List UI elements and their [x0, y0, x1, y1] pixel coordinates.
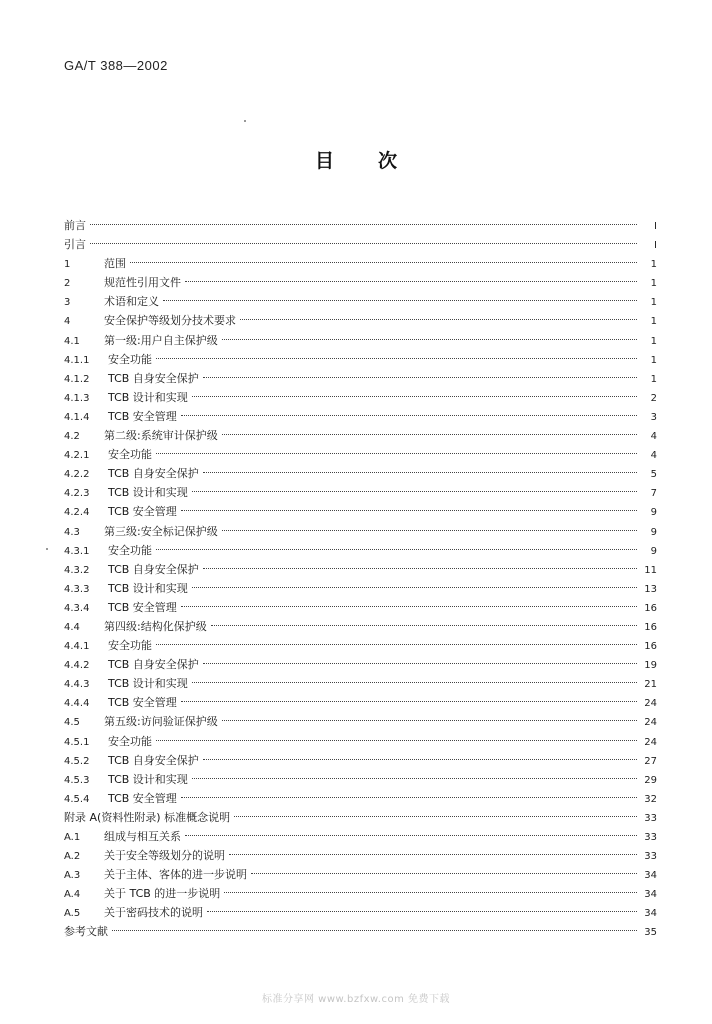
toc-entry-number: A.2 — [64, 851, 81, 863]
toc-entry-title: TCB 设计和实现 — [108, 772, 188, 786]
dot-leader — [211, 625, 637, 626]
toc-entry-title: 安全功能 — [108, 448, 152, 462]
toc-entry — [64, 483, 657, 502]
toc-entry — [64, 502, 657, 521]
toc-entry-number: 4.4 — [64, 621, 80, 633]
toc-entry-title: 范围 — [104, 257, 126, 271]
toc-entry-number: 4.4.1 — [64, 641, 90, 653]
toc-entry-title: 安全功能 — [108, 639, 152, 653]
toc-entry — [64, 369, 657, 388]
dot-leader — [156, 358, 637, 359]
toc-entry-title: 规范性引用文件 — [104, 276, 181, 290]
toc-entry-title: 第一级:用户自主保护级 — [104, 333, 218, 347]
toc-entry — [64, 388, 657, 407]
toc-entry-title: TCB 安全管理 — [108, 696, 177, 710]
toc-entry-page: 7 — [650, 488, 657, 500]
toc-entry-title: 第三级:安全标记保护级 — [104, 524, 218, 538]
dot-leader — [207, 911, 637, 912]
dot-leader — [203, 759, 637, 760]
dot-leader — [192, 682, 637, 683]
toc-entry-title: 安全保护等级划分技术要求 — [104, 314, 236, 328]
toc-entry-page: 4 — [650, 450, 657, 462]
dot-leader — [203, 472, 637, 473]
toc-entry-title: 参考文献 — [64, 925, 108, 939]
toc-entry-number: 4.3 — [64, 526, 80, 538]
toc-entry-page: 9 — [650, 507, 657, 519]
table-of-contents — [64, 216, 657, 942]
toc-entry — [64, 541, 657, 560]
toc-entry-number: 4.2.2 — [64, 469, 90, 481]
toc-entry-title: 第四级:结构化保护级 — [104, 619, 207, 633]
toc-entry-title: TCB 设计和实现 — [108, 486, 188, 500]
toc-entry-page: 21 — [644, 679, 657, 691]
toc-entry-number: 4.2.1 — [64, 450, 90, 462]
toc-entry-number: 4.5 — [64, 717, 80, 729]
toc-entry-page: 16 — [644, 602, 657, 614]
toc-entry — [64, 579, 657, 598]
toc-entry-title: TCB 安全管理 — [108, 505, 177, 519]
toc-entry-title: 关于 TCB 的进一步说明 — [104, 887, 221, 901]
toc-entry-number: 4.1.4 — [64, 411, 90, 423]
toc-entry-title: TCB 设计和实现 — [108, 677, 188, 691]
toc-entry-title: 关于密码技术的说明 — [104, 906, 203, 920]
toc-entry-number: A.1 — [64, 832, 81, 843]
toc-entry — [64, 598, 657, 617]
document-code: GA/T 388—2002 — [64, 58, 168, 73]
toc-entry-page: 24 — [644, 717, 657, 729]
scan-speck — [46, 548, 48, 550]
toc-entry — [64, 407, 657, 426]
toc-entry — [64, 445, 657, 464]
toc-entry-page: 1 — [650, 373, 657, 385]
toc-entry-number: A.3 — [64, 870, 81, 882]
toc-entry-page: 34 — [644, 870, 657, 882]
toc-entry-title: TCB 设计和实现 — [108, 390, 188, 404]
dot-leader — [90, 224, 637, 225]
dot-leader — [185, 281, 637, 282]
toc-entry-title: 关于安全等级划分的说明 — [104, 849, 225, 863]
toc-entry — [64, 732, 657, 751]
toc-entry-page: 19 — [644, 660, 657, 672]
toc-entry-title: TCB 设计和实现 — [108, 581, 188, 595]
toc-entry-number: 2 — [64, 278, 71, 290]
toc-entry-page: 33 — [644, 812, 657, 824]
dot-leader — [163, 300, 637, 301]
toc-entry-number: 4.3.1 — [64, 545, 90, 557]
toc-entry-page: 1 — [650, 297, 657, 309]
toc-entry-page: 1 — [650, 335, 657, 347]
dot-leader — [203, 377, 637, 378]
toc-entry — [64, 522, 657, 541]
toc-entry — [64, 922, 657, 941]
toc-entry-title: 组成与相互关系 — [104, 830, 181, 843]
toc-entry-title: TCB 安全管理 — [108, 409, 177, 423]
toc-entry-page: 35 — [644, 927, 657, 939]
toc-entry-title: 术语和定义 — [104, 295, 159, 309]
toc-entry — [64, 846, 657, 865]
toc-entry-page: 33 — [644, 851, 657, 863]
dot-leader — [130, 262, 637, 263]
toc-entry-title: TCB 自身安全保护 — [108, 658, 199, 672]
toc-entry-number: A.4 — [64, 889, 81, 901]
toc-entry-number: 3 — [64, 297, 71, 309]
toc-entry-page: 16 — [644, 641, 657, 653]
toc-entry — [64, 617, 657, 636]
toc-entry-number: 4.2.4 — [64, 507, 90, 519]
toc-entry-number: 4.5.2 — [64, 755, 90, 767]
dot-leader — [222, 720, 637, 721]
toc-entry-page: 5 — [650, 469, 657, 481]
toc-entry-number: 4.5.3 — [64, 774, 90, 786]
toc-entry-page: 34 — [644, 889, 657, 901]
toc-entry-title: 引言 — [64, 238, 86, 252]
toc-entry-page: 2 — [650, 392, 657, 404]
dot-leader — [181, 701, 637, 702]
toc-entry — [64, 464, 657, 483]
dot-leader — [203, 568, 637, 569]
toc-entry — [64, 655, 657, 674]
toc-entry-page: 24 — [644, 698, 657, 710]
toc-entry-number: 4.3.2 — [64, 564, 90, 576]
toc-entry-title: 第二级:系统审计保护级 — [104, 429, 218, 443]
toc-entry-page: 1 — [650, 316, 657, 328]
toc-entry — [64, 254, 657, 273]
dot-leader — [222, 434, 637, 435]
toc-entry-page: 32 — [644, 793, 657, 805]
toc-entry-title: TCB 自身安全保护 — [108, 371, 199, 385]
toc-entry — [64, 751, 657, 770]
toc-entry — [64, 865, 657, 884]
toc-entry-number: 4.3.4 — [64, 602, 90, 614]
toc-entry — [64, 636, 657, 655]
toc-title: 目次 — [314, 150, 441, 172]
dot-leader — [90, 243, 637, 244]
toc-entry-page: 29 — [644, 774, 657, 786]
toc-entry — [64, 770, 657, 789]
toc-entry-page: 13 — [644, 583, 657, 595]
toc-entry-number: 4.1 — [64, 335, 80, 347]
dot-leader — [222, 530, 637, 531]
toc-entry-title: TCB 自身安全保护 — [108, 467, 199, 481]
toc-entry — [64, 331, 657, 350]
toc-entry-page: Ⅰ — [654, 240, 657, 252]
dot-leader — [224, 892, 637, 893]
toc-entry — [64, 426, 657, 445]
toc-entry-number: 4.2 — [64, 431, 80, 443]
toc-entry-title: 前言 — [64, 219, 86, 232]
toc-entry — [64, 674, 657, 693]
toc-entry-page: 3 — [650, 411, 657, 423]
toc-entry-title: TCB 安全管理 — [108, 791, 177, 805]
dot-leader — [192, 491, 637, 492]
dot-leader — [156, 549, 637, 550]
toc-entry — [64, 884, 657, 903]
toc-entry-number: 4.1.2 — [64, 373, 90, 385]
dot-leader — [185, 835, 637, 836]
toc-entry-number: 4.4.4 — [64, 698, 90, 710]
dot-leader — [181, 415, 637, 416]
dot-leader — [156, 453, 637, 454]
toc-entry-title: 安全功能 — [108, 352, 152, 366]
toc-entry-number: 4.1.3 — [64, 392, 90, 404]
toc-entry-number: 4.5.4 — [64, 793, 90, 805]
dot-leader — [229, 854, 637, 855]
toc-entry-number: 4 — [64, 316, 71, 328]
toc-entry — [64, 827, 657, 846]
dot-leader — [192, 587, 637, 588]
toc-entry — [64, 712, 657, 731]
toc-entry — [64, 808, 657, 827]
toc-entry-page: 1 — [650, 278, 657, 290]
dot-leader — [192, 396, 637, 397]
toc-entry-title: 附录 A(资料性附录) 标准概念说明 — [64, 810, 231, 824]
dot-leader — [181, 510, 637, 511]
site-watermark: 标准分享网 www.bzfxw.com 免费下载 — [262, 994, 450, 1005]
toc-entry-page: 27 — [644, 755, 657, 767]
toc-entry-page: 4 — [650, 431, 657, 443]
dot-leader — [156, 740, 637, 741]
toc-entry — [64, 789, 657, 808]
toc-entry-number: 4.2.3 — [64, 488, 90, 500]
toc-entry — [64, 216, 657, 235]
toc-entry — [64, 903, 657, 922]
dot-leader — [240, 319, 637, 320]
dot-leader — [181, 606, 637, 607]
toc-entry-title: 关于主体、客体的进一步说明 — [104, 868, 247, 882]
toc-entry-number: 4.4.3 — [64, 679, 90, 691]
toc-entry — [64, 273, 657, 292]
toc-entry-title: 安全功能 — [108, 734, 152, 748]
toc-entry — [64, 350, 657, 369]
dot-leader — [203, 663, 637, 664]
toc-entry-number: 4.4.2 — [64, 660, 90, 672]
toc-entry — [64, 693, 657, 712]
dot-leader — [112, 930, 637, 931]
toc-entry-number: 4.3.3 — [64, 583, 90, 595]
toc-entry-page: 9 — [650, 526, 657, 538]
toc-entry — [64, 311, 657, 330]
toc-entry-title: TCB 自身安全保护 — [108, 562, 199, 576]
dot-leader — [156, 644, 637, 645]
toc-entry-number: 1 — [64, 259, 71, 271]
toc-entry-page: 24 — [644, 736, 657, 748]
toc-entry-number: 4.5.1 — [64, 736, 90, 748]
toc-entry-title: 第五级:访问验证保护级 — [104, 715, 218, 729]
dot-leader — [222, 339, 637, 340]
toc-entry-page: 33 — [644, 832, 657, 843]
dot-leader — [234, 816, 637, 817]
toc-entry — [64, 560, 657, 579]
dot-leader — [251, 873, 637, 874]
toc-entry — [64, 292, 657, 311]
toc-entry-page: Ⅰ — [654, 221, 657, 232]
toc-entry-number: 4.1.1 — [64, 354, 90, 366]
toc-entry-page: 1 — [650, 354, 657, 366]
toc-entry-page: 11 — [644, 564, 657, 576]
dot-leader — [181, 797, 637, 798]
toc-entry-title: TCB 自身安全保护 — [108, 753, 199, 767]
toc-entry-page: 16 — [644, 621, 657, 633]
toc-entry-title: 安全功能 — [108, 543, 152, 557]
toc-entry-number: A.5 — [64, 908, 81, 920]
toc-entry-title: TCB 安全管理 — [108, 600, 177, 614]
toc-entry — [64, 235, 657, 254]
toc-entry-page: 34 — [644, 908, 657, 920]
dot-leader — [192, 778, 637, 779]
scan-speck — [244, 120, 246, 122]
toc-entry-page: 9 — [650, 545, 657, 557]
toc-entry-page: 1 — [650, 259, 657, 271]
